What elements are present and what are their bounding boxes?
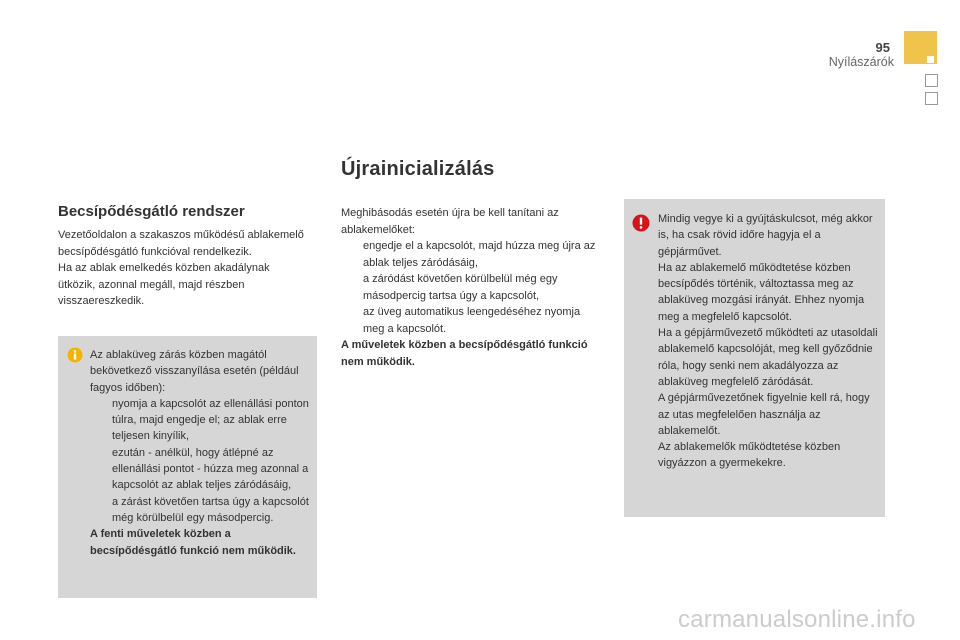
section-name: Nyílászárók [828, 55, 894, 69]
list-item [90, 396, 312, 445]
info-note: A fenti műveletek közben a becsípődésgátló funkció nem működik. [90, 528, 296, 557]
warning-paragraph: Mindig vegye ki a gyújtáskulcsot, még akkor is, ha csak rövid időre hagyja el a gépjárművet. [658, 213, 873, 258]
chapter-tab[interactable] [925, 92, 938, 105]
middle-text [341, 205, 596, 370]
left-paragraph: Ha az ablak emelkedés közben akadálynak ütközik, azonnal megáll, majd részben visszaereszkedik. [58, 262, 270, 307]
warning-box [624, 199, 885, 517]
middle-intro: Meghibásodás esetén újra be kell tanítani az ablakemelőket: [341, 207, 559, 236]
list-item [341, 304, 596, 337]
chapter-tab-marker [927, 56, 934, 63]
list-item [341, 271, 596, 304]
warning-paragraph: Ha az ablakemelő működtetése közben becsípődés történik, változtassa meg az ablaküveg mozgási irányát. Ehhez nyomja meg a megfelelő kapcsolót. [658, 261, 865, 323]
info-box [58, 336, 317, 598]
warning-paragraph: Ha a gépjárművezető működteti az utasoldali ablakemelő kapcsolóját, meg kell győződnie róla, hogy senki nem akadályozza az ablaküveg megfelelő záródását. [658, 327, 878, 388]
warning-paragraph: A gépjárművezetőnek figyelnie kell rá, hogy az utas megfelelően használja az ablakemelőt. [658, 392, 870, 437]
page-number: 95 [875, 40, 890, 55]
list-item-text: engedje el a kapcsolót, majd húzza meg újra az ablak teljes záródásáig, [363, 240, 596, 269]
section-heading: Becsípődésgátló rendszer [58, 203, 245, 220]
list-item [90, 445, 312, 494]
list-item [90, 494, 312, 527]
info-icon [67, 347, 83, 363]
list-item-text: nyomja a kapcsolót az ellenállási ponton túlra, majd engedje el; az ablak erre teljesen kinyílik, [112, 397, 309, 443]
list-item-text: ezután - anélkül, hogy átlépné az ellenállási pontot - húzza meg azonnal a kapcsolót az ablak teljes záródásáig, [112, 446, 309, 492]
warning-icon [632, 214, 650, 232]
list-item [341, 238, 596, 271]
middle-note: A műveletek közben a becsípődésgátló funkció nem működik. [341, 339, 588, 368]
left-text [58, 227, 308, 310]
chapter-tab-active[interactable] [904, 31, 937, 64]
list-item-text: a zárást követően tartsa úgy a kapcsolót még körülbelül egy másodpercig. [112, 495, 309, 524]
info-intro: Az ablaküveg zárás közben magától bekövetkező visszanyílása esetén (például fagyos időben): [90, 349, 299, 394]
watermark: carmanualsonline.info [678, 606, 916, 633]
list-item-text: a záródást követően körülbelül még egy másodpercig tartsa úgy a kapcsolót, [363, 273, 558, 302]
warning-paragraph: Az ablakemelők működtetése közben vigyázzon a gyermekekre. [658, 441, 841, 470]
chapter-tab[interactable] [925, 74, 938, 87]
list-item-text: az üveg automatikus leengedéséhez nyomja meg a kapcsolót. [363, 306, 581, 335]
left-paragraph: Vezetőoldalon a szakaszos működésű ablakemelő becsípődésgátló funkcióval rendelkezik. [58, 229, 304, 258]
info-box-text [90, 347, 312, 559]
page-title: Újrainicializálás [341, 158, 495, 180]
warning-box-text [658, 211, 880, 472]
